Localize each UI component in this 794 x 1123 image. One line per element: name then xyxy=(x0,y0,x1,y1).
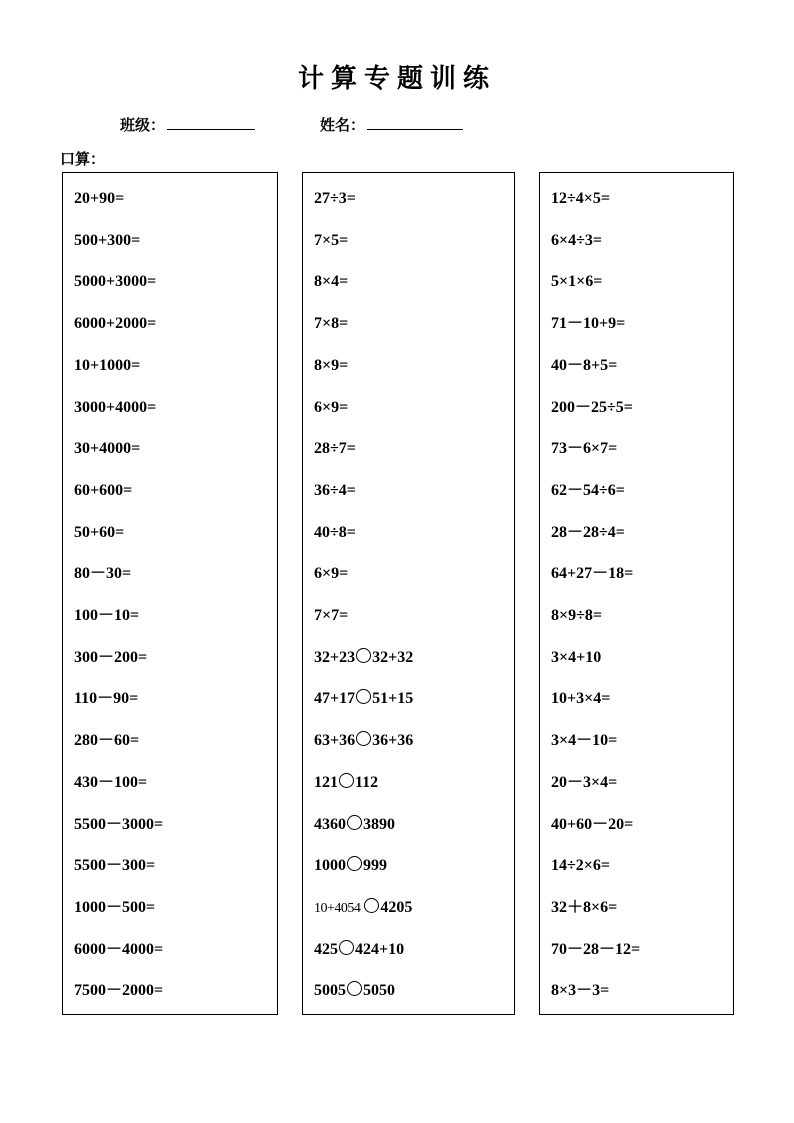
name-label: 姓名： xyxy=(320,118,366,134)
problem-expression: 63+36 xyxy=(314,732,356,750)
problem-item xyxy=(74,356,140,376)
problem-expression: 27÷3= xyxy=(314,190,356,207)
problem-column-1 xyxy=(62,172,278,1015)
problem-item xyxy=(314,189,356,209)
compare-circle[interactable] xyxy=(339,940,354,955)
problem-item xyxy=(551,689,610,709)
problem-expression-right: 51+15 xyxy=(372,690,414,708)
problem-expression: 40－8+5= xyxy=(551,356,618,374)
problem-expression: 5005 xyxy=(314,982,346,1000)
problem-item xyxy=(74,815,163,835)
problem-item xyxy=(314,564,348,584)
problem-item xyxy=(551,773,617,793)
problem-item xyxy=(551,481,625,501)
class-blank[interactable] xyxy=(167,114,255,130)
problem-item xyxy=(74,981,163,1001)
problem-expression: 5500－300= xyxy=(74,857,156,875)
problem-item xyxy=(314,439,356,459)
problem-expression-right: 4205 xyxy=(380,898,413,916)
problem-item xyxy=(74,606,139,626)
class-label: 班级： xyxy=(120,118,166,134)
problem-item xyxy=(74,439,140,459)
problem-item xyxy=(551,523,625,543)
problem-item xyxy=(74,523,124,543)
problem-expression: 5500－3000= xyxy=(74,815,164,833)
problem-item xyxy=(314,940,404,960)
problem-expression: 62－54÷6= xyxy=(551,481,625,499)
problem-expression: 6000－4000= xyxy=(74,940,164,958)
problem-item xyxy=(551,398,633,418)
problem-expression: 3000+4000= xyxy=(74,398,157,416)
problem-item xyxy=(74,898,155,918)
problem-item xyxy=(74,272,156,292)
problem-expression: 500+300= xyxy=(74,231,141,249)
problem-item xyxy=(314,523,356,543)
problem-item xyxy=(314,481,356,501)
problem-expression: 8×9÷8= xyxy=(551,607,603,624)
problem-expression-right: 5050 xyxy=(363,982,395,1000)
problem-expression: 8×9= xyxy=(314,356,349,374)
problem-expression: 40÷8= xyxy=(314,523,356,541)
problem-item xyxy=(551,731,617,751)
page-title: 计算专题训练 xyxy=(297,64,496,94)
problem-expression: 6×9= xyxy=(314,398,349,416)
problem-expression: 121 xyxy=(314,773,338,791)
problem-item xyxy=(314,648,413,668)
compare-circle[interactable] xyxy=(339,773,354,788)
problem-item xyxy=(74,398,156,418)
problem-item xyxy=(551,606,602,626)
problem-expression: 8×4= xyxy=(314,273,349,291)
compare-circle[interactable] xyxy=(347,856,362,871)
problem-expression: 40+60－20= xyxy=(551,815,634,833)
problem-item xyxy=(74,856,155,876)
problem-item xyxy=(314,731,413,751)
problem-expression: 8×3－3= xyxy=(551,982,610,1000)
problem-item xyxy=(551,940,640,960)
problem-item xyxy=(74,314,156,334)
problem-item xyxy=(74,648,147,668)
problem-expression: 60+600= xyxy=(74,481,133,499)
problem-expression: 30+4000= xyxy=(74,440,141,458)
compare-circle[interactable] xyxy=(356,689,371,704)
problem-column-2 xyxy=(302,172,515,1015)
section-label: 口算： xyxy=(60,152,106,168)
problem-item xyxy=(551,815,633,835)
problem-expression-right: 36+36 xyxy=(372,732,414,750)
compare-circle[interactable] xyxy=(347,815,362,830)
problem-expression: 47+17 xyxy=(314,690,356,708)
problem-item xyxy=(551,439,617,459)
problem-item xyxy=(74,773,147,793)
problem-expression: 73－6×7= xyxy=(551,440,618,458)
problem-expression: 110－90= xyxy=(74,690,139,708)
problem-expression: 10+1000= xyxy=(74,356,141,374)
problem-expression: 80－30= xyxy=(74,565,132,583)
problem-item xyxy=(74,940,163,960)
problem-expression: 7500－2000= xyxy=(74,982,164,1000)
problem-item xyxy=(551,981,609,1001)
problem-item xyxy=(314,689,413,709)
problem-expression-right: 424+10 xyxy=(355,940,405,958)
problem-item xyxy=(74,481,132,501)
problem-item xyxy=(314,856,387,876)
problem-expression: 71－10+9= xyxy=(551,315,626,333)
problem-expression: 50+60= xyxy=(74,523,125,541)
problem-item xyxy=(74,231,140,251)
problem-column-3 xyxy=(539,172,734,1015)
problem-expression: 5000+3000= xyxy=(74,273,157,291)
problem-expression: 430－100= xyxy=(74,773,148,791)
problem-item xyxy=(314,314,348,334)
problem-item xyxy=(551,898,617,918)
problem-item xyxy=(314,231,348,251)
problem-item xyxy=(314,815,395,835)
problem-expression: 300－200= xyxy=(74,648,148,666)
problem-item xyxy=(551,231,602,251)
problem-expression: 20+90= xyxy=(74,190,125,207)
problem-item xyxy=(74,189,124,209)
problem-item xyxy=(551,272,602,292)
problem-expression: 7×7= xyxy=(314,607,349,624)
problem-expression: 7×5= xyxy=(314,231,349,249)
problem-expression: 3×4+10 xyxy=(551,648,602,666)
problem-item xyxy=(551,356,617,376)
problem-item xyxy=(551,189,610,209)
problem-item xyxy=(314,606,348,626)
problem-item xyxy=(314,773,378,793)
problem-expression: 12÷4×5= xyxy=(551,190,611,207)
name-field xyxy=(320,114,463,135)
problem-expression: 6×9= xyxy=(314,565,349,583)
problem-expression: 3×4－10= xyxy=(551,732,618,750)
problem-expression: 32+23 xyxy=(314,648,356,666)
problem-item xyxy=(74,564,131,584)
compare-circle[interactable] xyxy=(364,898,379,913)
problem-expression: 70－28－12= xyxy=(551,940,641,958)
problem-expression: 425 xyxy=(314,940,338,958)
compare-circle[interactable] xyxy=(356,731,371,746)
problem-item xyxy=(314,398,348,418)
problem-expression: 28÷7= xyxy=(314,440,356,458)
problem-expression: 10+3×4= xyxy=(551,690,611,708)
problem-expression: 5×1×6= xyxy=(551,273,603,291)
problem-item xyxy=(551,314,625,334)
problem-expression: 10+4054 xyxy=(314,900,364,916)
problem-expression-right: 112 xyxy=(355,773,379,791)
problem-expression: 64+27－18= xyxy=(551,565,634,583)
problem-expression: 36÷4= xyxy=(314,481,356,499)
problem-item xyxy=(551,564,633,584)
problem-expression: 7×8= xyxy=(314,315,349,333)
problem-item xyxy=(314,981,395,1001)
problem-item xyxy=(551,648,601,668)
problem-expression: 1000 xyxy=(314,857,346,875)
problem-expression-right: 999 xyxy=(363,857,387,875)
problem-expression: 6000+2000= xyxy=(74,315,157,333)
problem-expression: 20－3×4= xyxy=(551,773,618,791)
problem-expression: 4360 xyxy=(314,815,346,833)
problem-expression: 100－10= xyxy=(74,607,140,624)
problem-item xyxy=(74,689,138,709)
name-blank[interactable] xyxy=(367,114,463,130)
problem-item xyxy=(314,898,412,919)
problem-expression: 1000－500= xyxy=(74,898,156,916)
problem-expression: 32＋8×6= xyxy=(551,898,618,916)
problem-item xyxy=(551,856,610,876)
problem-expression-right: 32+32 xyxy=(372,648,414,666)
problem-item xyxy=(74,731,139,751)
class-field xyxy=(120,114,255,135)
problem-expression: 14÷2×6= xyxy=(551,857,611,875)
problem-item xyxy=(314,356,348,376)
problem-expression: 280－60= xyxy=(74,732,140,750)
problem-expression-right: 3890 xyxy=(363,815,395,833)
problem-expression: 6×4÷3= xyxy=(551,231,603,249)
problem-expression: 28－28÷4= xyxy=(551,523,625,541)
problem-item xyxy=(314,272,348,292)
compare-circle[interactable] xyxy=(347,981,362,996)
problem-expression: 200－25÷5= xyxy=(551,398,633,416)
compare-circle[interactable] xyxy=(356,648,371,663)
